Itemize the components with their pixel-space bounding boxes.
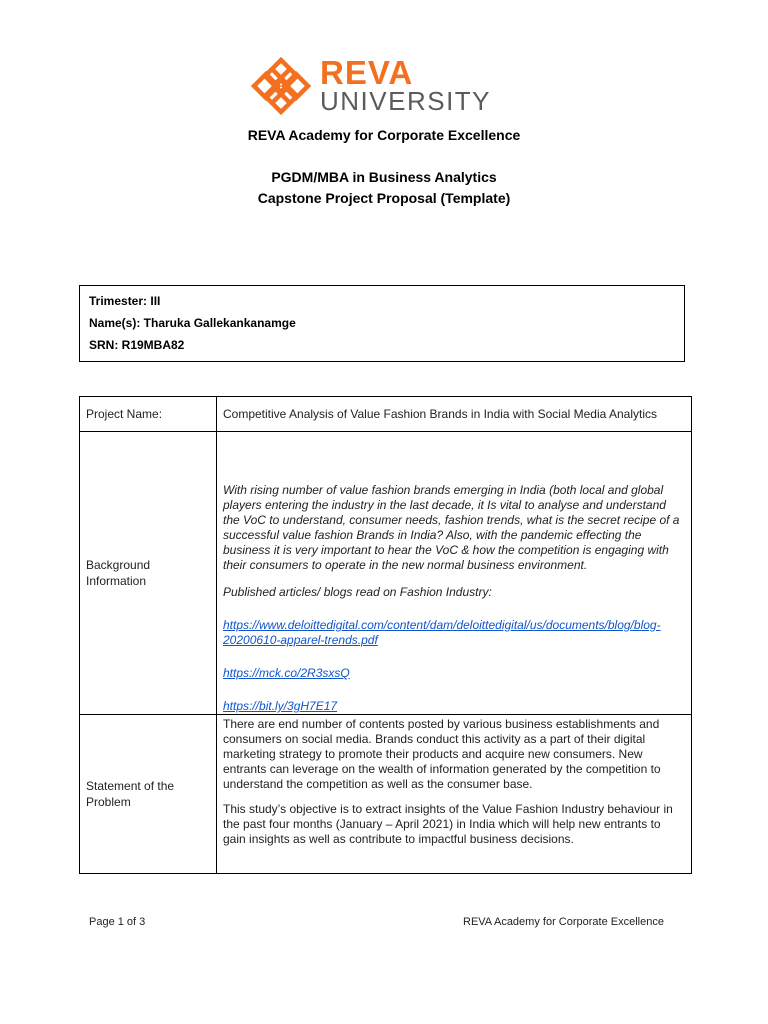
srn-line: SRN: R19MBA82 (89, 338, 185, 352)
logo-wordmark-university: UNIVERSITY (320, 86, 492, 116)
university-logo (250, 56, 520, 116)
problem-paragraph-2: This study’s objective is to extract insights of the Value Fashion Industry behaviour in the past four months (January – April 2021) in India which will help new entrants to gain insights as well as contribute to impactful business decisions. (223, 802, 673, 846)
page-number: Page 1 of 3 (89, 916, 146, 928)
problem-label (80, 715, 217, 874)
project-name-label: Project Name: (80, 397, 217, 432)
table-row (80, 432, 692, 715)
background-paragraph: With rising number of value fashion brands emerging in India (both local and global players entering the industry in the last decade, it Is vital to analyse and understand the VoC to understand, consumer needs, fashion trends, what is the secret recipe of a successful value fashion Brands in India? Also, with the pandemic effecting the business it is very important to hear the VoC & how the competition is engaging with their consumers to operate in the new normal business environment. (223, 483, 680, 572)
problem-paragraph-1: There are end number of contents posted by various business establishments and consumers on social media. Brands conduct this activity as a part of their digital marketing strategy to promote their products and acquire new consumers. New entrants can leverage on the wealth of information generated by the competition to understand the competition as well as the consumer base. (223, 717, 661, 791)
document-title: Capstone Project Proposal (Template) (257, 190, 511, 206)
background-label-text: Background Information (86, 558, 151, 588)
trimester-line: Trimester: III (89, 294, 161, 308)
articles-intro: Published articles/ blogs read on Fashion Industry: (223, 585, 492, 599)
problem-content (217, 715, 692, 874)
mckinsey-short-link[interactable]: https://mck.co/2R3sxsQ (223, 666, 350, 680)
academy-heading: REVA Academy for Corporate Excellence (247, 127, 521, 143)
logo-wordmark-reva: REVA (320, 54, 414, 91)
deloitte-article-link[interactable]: https://www.deloittedigital.com/content/dam/deloittedigital/us/documents/blog/blog-20200610-apparel-trends.pdf (223, 618, 661, 647)
footer-org: REVA Academy for Corporate Excellence (463, 916, 664, 928)
background-label (80, 432, 217, 715)
problem-label-text: Statement of the Problem (86, 779, 175, 809)
bitly-short-link[interactable]: https://bit.ly/3gH7E17 (223, 699, 338, 713)
names-line: Name(s): Tharuka Gallekankanamge (89, 316, 296, 330)
student-info-box (79, 285, 685, 362)
program-heading: PGDM/MBA in Business Analytics (271, 169, 497, 185)
proposal-table (79, 396, 692, 874)
table-row (80, 715, 692, 874)
table-row (80, 397, 692, 432)
project-name-value: Competitive Analysis of Value Fashion Brands in India with Social Media Analytics (217, 397, 692, 432)
background-content (217, 432, 692, 715)
knot-emblem-icon (250, 56, 312, 116)
